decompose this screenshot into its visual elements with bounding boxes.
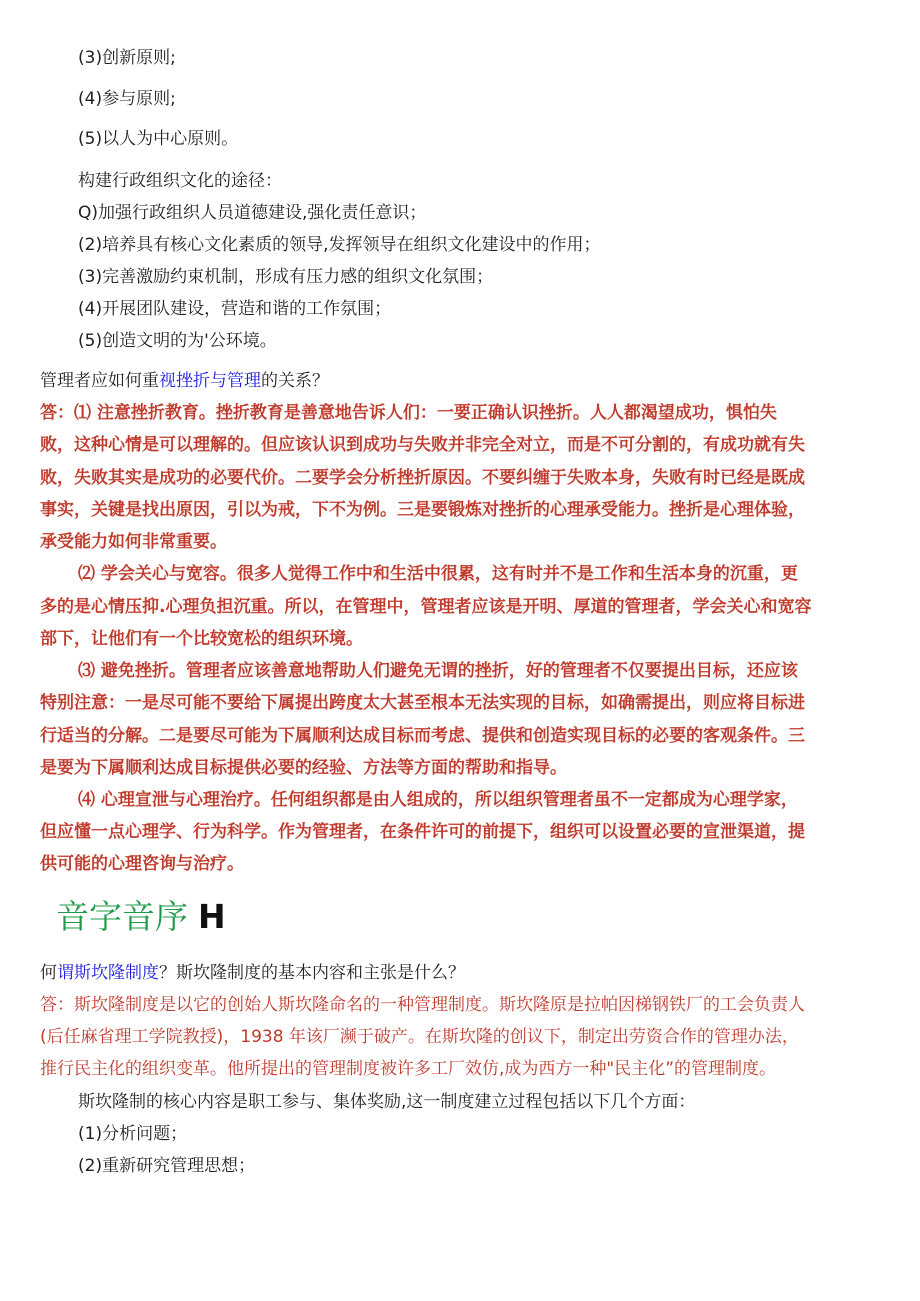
answer-line: 部下，让他们有一个比较宽松的组织环境。	[40, 629, 363, 649]
paragraph: 斯坎隆制的核心内容是职工参与、集体奖励,这一制度建立过程包括以下几个方面：	[78, 1092, 696, 1112]
answer-line: 败，失败其实是成功的必要代价。二要学会分析挫折原因。不要纠缠于失败本身，失败有时已经是既成	[40, 468, 805, 488]
list-item: (5)创造文明的为'公环境。	[78, 331, 277, 351]
question-text: ？斯坎隆制度的基本内容和主张是什么？	[159, 963, 465, 983]
section-heading	[56, 897, 226, 937]
answer-line: 推行民主化的组织变革。他所提出的管理制度被许多工厂效仿,成为西方一种"民主化”的管理制度。	[40, 1059, 777, 1079]
principle-item: (4)参与原则;	[78, 89, 176, 109]
answer-line: 但应懂一点心理学、行为科学。作为管理者，在条件许可的前提下，组织可以设置必要的宣泄渠道，提	[40, 822, 805, 842]
answer-line: 行适当的分解。二是要尽可能为下属顺利达成目标而考虑、提供和创造实现目标的必要的客观条件。三	[40, 726, 805, 746]
heading-hanzi: 音字音序	[56, 897, 188, 936]
principle-item: (5)以人为中心原则。	[78, 129, 239, 149]
list-item: (3)完善激励约束机制，形成有压力感的组织文化氛围；	[78, 267, 494, 287]
answer-line: (后任麻省理工学院教授)，1938 年该厂濒于破产。在斯坎隆的创议下，制定出劳资合作的管理办法，	[40, 1027, 799, 1047]
list-item: (1)分析问题；	[78, 1124, 188, 1144]
answer-line: 答：斯坎隆制度是以它的创始人斯坎隆命名的一种管理制度。斯坎隆原是拉帕因梯钢铁厂的工会负责人	[40, 995, 805, 1015]
answer-line: ⑷ 心理宣泄与心理治疗。任何组织都是由人组成的，所以组织管理者虽不一定都成为心理学家，	[78, 790, 798, 810]
answer-line: 特别注意：一是尽可能不要给下属提出跨度太大甚至根本无法实现的目标，如确需提出，则应将目标进	[40, 693, 805, 713]
principle-item: (3)创新原则;	[78, 48, 176, 68]
keyword-link[interactable]: 视挫折与管理	[159, 371, 261, 391]
answer-line: 事实，关键是找出原因，引以为戒，下不为例。三是要锻炼对挫折的心理承受能力。挫折是心理体验，	[40, 500, 805, 520]
answer-line: 供可能的心理咨询与治疗。	[40, 854, 244, 874]
answer-line: 多的是心情压抑.心理负担沉重。所以，在管理中，管理者应该是开明、厚道的管理者，学会关心和宽容	[40, 597, 812, 617]
heading-letter: H	[198, 897, 226, 936]
list-item: Q)加强行政组织人员道德建设,强化责任意识；	[78, 203, 427, 223]
section-title: 构建行政组织文化的途径：	[78, 171, 282, 191]
question-text: 的关系？	[261, 371, 329, 391]
keyword-link[interactable]: 谓斯坎隆制度	[57, 963, 159, 983]
question-text: 何	[40, 963, 57, 983]
list-item: (2)重新研究管理思想；	[78, 1156, 256, 1176]
answer-line: 承受能力如何非常重要。	[40, 532, 227, 552]
list-item: (2)培养具有核心文化素质的领导,发挥领导在组织文化建设中的作用；	[78, 235, 601, 255]
list-item: (4)开展团队建设，营造和谐的工作氛围；	[78, 299, 392, 319]
answer-line: ⑵ 学会关心与宽容。很多人觉得工作中和生活中很累，这有时并不是工作和生活本身的沉重，更	[78, 564, 798, 584]
question-heading	[40, 962, 465, 984]
question-text: 管理者应如何重	[40, 371, 159, 391]
answer-line: 是要为下属顺利达成目标提供必要的经验、方法等方面的帮助和指导。	[40, 758, 567, 778]
question-heading	[40, 370, 329, 392]
answer-line: 败，这种心情是可以理解的。但应该认识到成功与失败并非完全对立，而是不可分割的，有成功就有失	[40, 435, 805, 455]
answer-line: ⑶ 避免挫折。管理者应该善意地帮助人们避免无谓的挫折，好的管理者不仅要提出目标，还应该	[78, 661, 798, 681]
answer-line: 答：⑴ 注意挫折教育。挫折教育是善意地告诉人们：一要正确认识挫折。人人都渴望成功，惧怕失	[40, 403, 777, 423]
